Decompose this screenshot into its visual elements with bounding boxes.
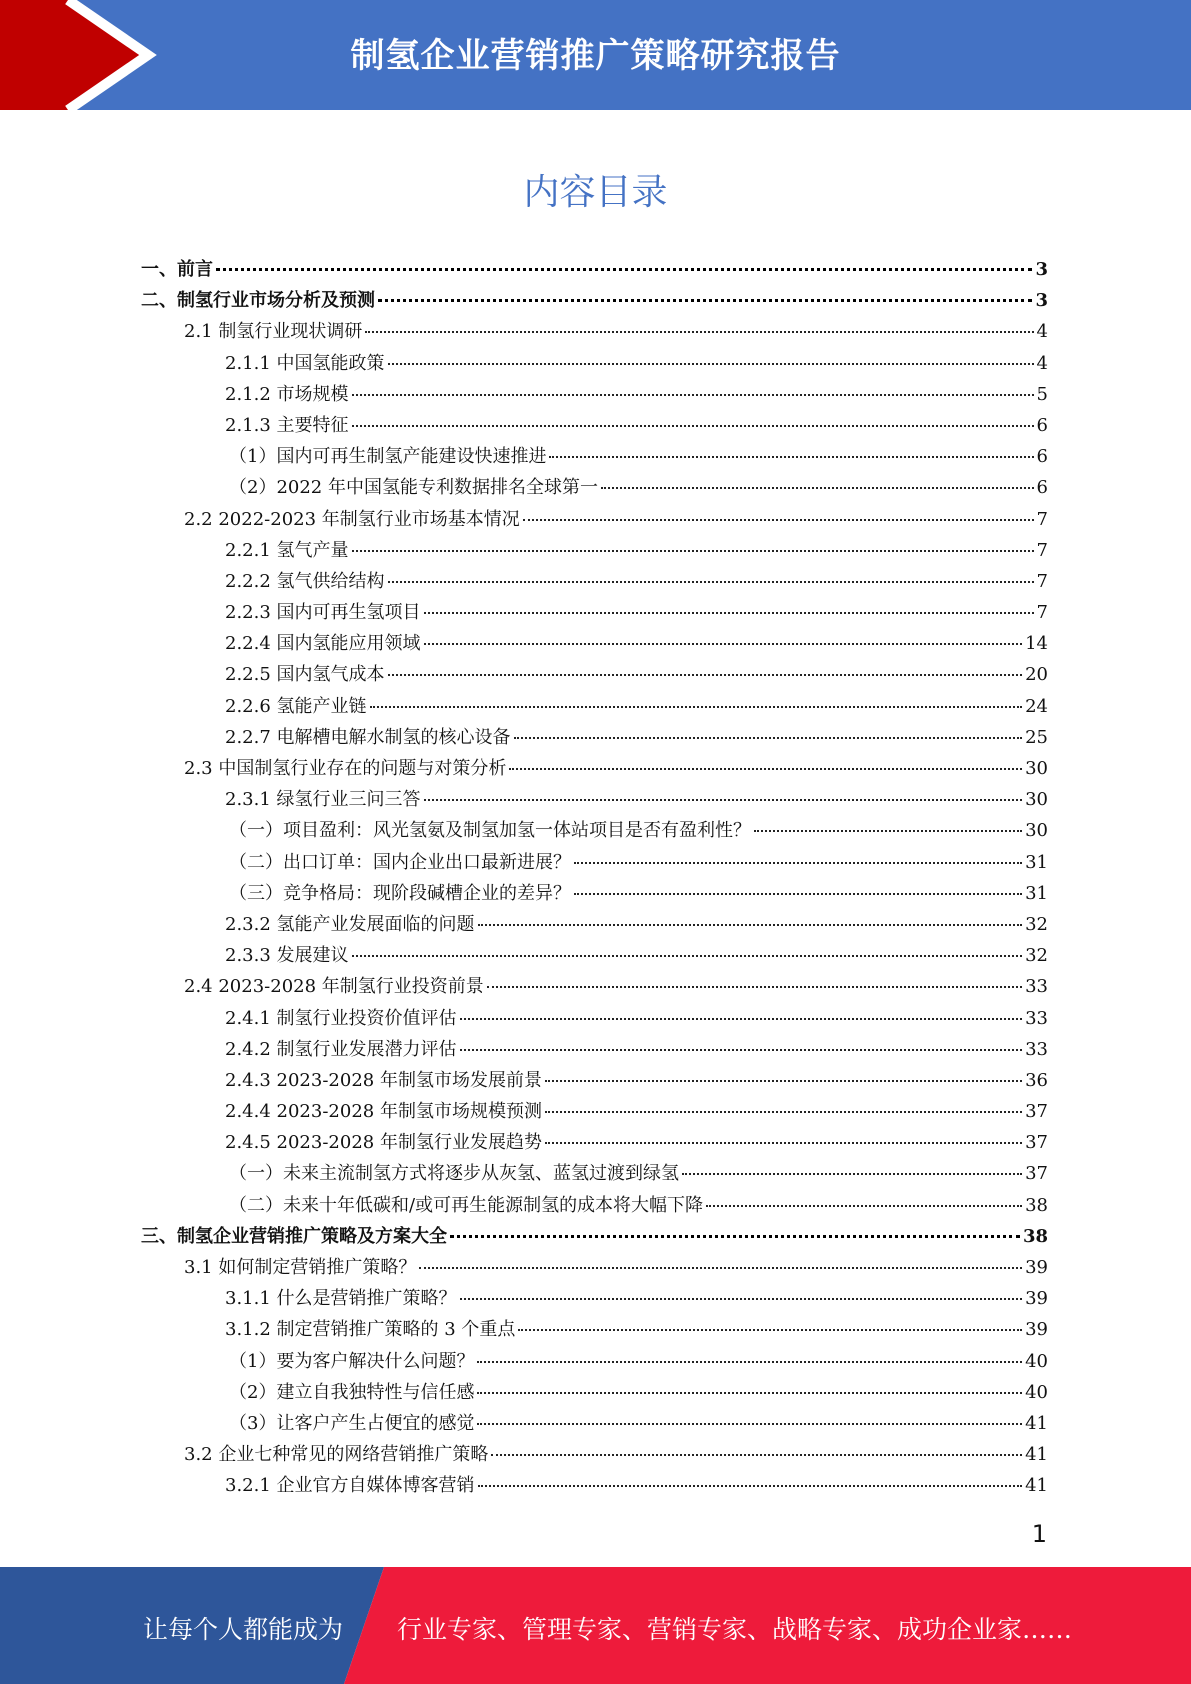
toc-heading: 内容目录 — [523, 172, 668, 213]
toc-entry-page: 7 — [1036, 570, 1048, 592]
toc-entry-page: 41 — [1025, 1412, 1048, 1434]
page-number: 1 — [1031, 1520, 1047, 1548]
toc-entry-page: 30 — [1025, 758, 1048, 779]
toc-entry-text: 三、制氢企业营销推广策略及方案大全 — [141, 1225, 447, 1247]
toc-entry-page: 40 — [1025, 1381, 1048, 1403]
toc-entry-text: 2.1.3 主要特征 — [225, 414, 349, 436]
toc-entry-page: 6 — [1036, 414, 1048, 436]
toc-dot-leader — [514, 737, 1023, 739]
toc-dot-leader — [574, 862, 1022, 864]
toc-dot-leader — [460, 1298, 1023, 1300]
toc-dot-leader — [518, 1329, 1022, 1331]
toc-dot-leader — [388, 363, 1034, 365]
toc-entry-page: 39 — [1025, 1319, 1048, 1341]
toc-entry[interactable] — [141, 754, 1048, 785]
toc-entry[interactable] — [141, 972, 1048, 1003]
toc-entry[interactable] — [141, 473, 1048, 504]
toc-entry[interactable] — [141, 1035, 1048, 1066]
toc-entry-page: 4 — [1036, 321, 1048, 343]
toc-entry-text: 2.4.3 2023-2028 年制氢市场发展前景 — [225, 1069, 542, 1091]
toc-dot-leader — [491, 1454, 1022, 1456]
toc-dot-leader — [460, 1018, 1023, 1020]
toc-entry[interactable] — [141, 1378, 1048, 1409]
toc-entry[interactable] — [141, 629, 1048, 660]
toc-dot-leader — [477, 1392, 1022, 1394]
toc-dot-leader — [370, 706, 1023, 708]
toc-entry-page: 31 — [1025, 882, 1048, 904]
toc-entry[interactable] — [141, 1440, 1048, 1471]
footer-slogan-right: 行业专家、管理专家、营销专家、战略专家、成功企业家…… — [397, 1615, 1073, 1644]
toc-dot-leader — [352, 955, 1023, 957]
toc-entry-text: （1）要为客户解决什么问题？ — [229, 1350, 475, 1372]
toc-entry[interactable] — [141, 442, 1048, 473]
toc-entry[interactable] — [141, 317, 1048, 348]
toc-entry-page: 37 — [1025, 1132, 1048, 1154]
toc-entry-text: 2.2.1 氢气产量 — [225, 539, 349, 561]
toc-entry-text: 2.1.2 市场规模 — [225, 383, 349, 405]
toc-entry-page: 36 — [1025, 1069, 1048, 1091]
toc-entry-text: 2.4.1 制氢行业投资价值评估 — [225, 1007, 457, 1029]
table-of-contents — [141, 255, 1048, 1503]
toc-entry[interactable] — [141, 1315, 1048, 1346]
toc-entry-text: （三）竞争格局：现阶段碱槽企业的差异？ — [229, 882, 571, 904]
toc-entry-page: 38 — [1025, 1194, 1048, 1216]
toc-dot-leader — [545, 1142, 1022, 1144]
toc-entry-text: 2.4.2 制氢行业发展潜力评估 — [225, 1038, 457, 1060]
toc-entry-page: 20 — [1025, 664, 1048, 686]
toc-entry-page: 33 — [1025, 1007, 1048, 1029]
toc-entry-page: 38 — [1022, 1225, 1048, 1247]
toc-entry-page: 31 — [1025, 851, 1048, 873]
toc-dot-leader — [424, 643, 1023, 645]
toc-entry-text: 2.2.2 氢气供给结构 — [225, 570, 385, 592]
toc-entry-text: 2.1 制氢行业现状调研 — [184, 321, 363, 343]
toc-entry-text: 2.2.7 电解槽电解水制氢的核心设备 — [225, 726, 511, 748]
toc-entry-page: 6 — [1036, 446, 1048, 468]
toc-entry[interactable] — [141, 598, 1048, 629]
toc-dot-leader — [682, 1173, 1022, 1175]
toc-dot-leader — [601, 487, 1034, 489]
toc-dot-leader — [706, 1205, 1022, 1207]
toc-entry-text: 2.2.5 国内氢气成本 — [225, 664, 385, 686]
toc-entry-text: 2.2.4 国内氢能应用领域 — [225, 633, 421, 655]
toc-entry-page: 32 — [1025, 913, 1048, 935]
toc-entry-page: 14 — [1025, 633, 1048, 655]
toc-dot-leader — [388, 581, 1034, 583]
toc-entry[interactable] — [141, 816, 1048, 847]
toc-entry-text: 2.4 2023-2028 年制氢行业投资前景 — [184, 976, 484, 998]
toc-entry-page: 37 — [1025, 1163, 1048, 1185]
toc-dot-leader — [545, 1080, 1022, 1082]
toc-dot-leader — [754, 830, 1022, 832]
header-banner — [0, 0, 1191, 110]
toc-entry[interactable] — [141, 1004, 1048, 1035]
toc-entry-text: 3.1.1 什么是营销推广策略？ — [225, 1288, 457, 1310]
toc-dot-leader — [477, 1423, 1022, 1425]
toc-dot-leader — [450, 1235, 1020, 1238]
toc-entry-page: 33 — [1025, 1038, 1048, 1060]
toc-entry-page: 7 — [1036, 602, 1048, 624]
toc-entry[interactable] — [141, 505, 1048, 536]
toc-entry-text: （3）让客户产生占便宜的感觉 — [229, 1412, 475, 1434]
toc-entry-page: 24 — [1025, 695, 1048, 717]
toc-entry-text: （一）项目盈利：风光氢氨及制氢加氢一体站项目是否有盈利性？ — [229, 820, 751, 842]
toc-entry[interactable] — [141, 255, 1048, 286]
toc-entry-page: 30 — [1025, 820, 1048, 842]
toc-dot-leader — [478, 1485, 1023, 1487]
toc-entry-page: 7 — [1036, 539, 1048, 561]
toc-dot-leader — [545, 1111, 1022, 1113]
toc-entry-text: （二）出口订单：国内企业出口最新进展？ — [229, 851, 571, 873]
toc-entry[interactable] — [141, 567, 1048, 598]
toc-entry[interactable] — [141, 1471, 1048, 1502]
toc-entry-text: 3.2.1 企业官方自媒体博客营销 — [225, 1475, 475, 1497]
toc-entry[interactable] — [141, 692, 1048, 723]
report-title: 制氢企业营销推广策略研究报告 — [350, 36, 841, 76]
toc-dot-leader — [216, 268, 1032, 271]
toc-entry-text: 一、前言 — [141, 259, 213, 280]
toc-entry-page: 30 — [1025, 789, 1048, 811]
toc-entry-text: （一）未来主流制氢方式将逐步从灰氢、蓝氢过渡到绿氢 — [229, 1163, 679, 1185]
toc-dot-leader — [487, 986, 1022, 988]
toc-dot-leader — [509, 768, 1022, 770]
toc-entry-text: （1）国内可再生制氢产能建设快速推进 — [229, 446, 547, 468]
toc-entry[interactable] — [141, 660, 1048, 691]
toc-entry-text: 3.1 如何制定营销推广策略？ — [184, 1257, 417, 1278]
toc-entry[interactable] — [141, 536, 1048, 567]
toc-entry-text: 2.2.3 国内可再生氢项目 — [225, 602, 421, 624]
toc-entry[interactable] — [141, 1128, 1048, 1159]
toc-dot-leader — [365, 331, 1033, 333]
toc-entry-text: 2.2 2022-2023 年制氢行业市场基本情况 — [184, 508, 520, 530]
toc-entry[interactable] — [141, 1191, 1048, 1222]
toc-entry-page: 33 — [1025, 976, 1048, 998]
toc-entry[interactable] — [141, 1409, 1048, 1440]
toc-dot-leader — [388, 674, 1023, 676]
toc-entry-text: 3.1.2 制定营销推广策略的 3 个重点 — [225, 1319, 516, 1341]
toc-entry-page: 37 — [1025, 1101, 1048, 1123]
toc-dot-leader — [352, 394, 1034, 396]
toc-entry-text: 2.2.6 氢能产业链 — [225, 695, 367, 717]
toc-entry-page: 41 — [1025, 1475, 1048, 1497]
toc-entry-text: 2.1.1 中国氢能政策 — [225, 352, 385, 374]
toc-entry-page: 40 — [1025, 1350, 1048, 1372]
toc-entry-text: 2.3.1 绿氢行业三问三答 — [225, 789, 421, 811]
toc-entry-page: 39 — [1025, 1288, 1048, 1310]
toc-entry[interactable] — [141, 1284, 1048, 1315]
toc-entry-page: 4 — [1036, 352, 1048, 374]
toc-dot-leader — [424, 799, 1023, 801]
toc-entry[interactable] — [141, 879, 1048, 910]
toc-dot-leader — [574, 893, 1022, 895]
toc-entry[interactable] — [141, 848, 1048, 879]
toc-entry[interactable] — [141, 349, 1048, 380]
toc-entry-text: （二）未来十年低碳和/或可再生能源制氢的成本将大幅下降 — [229, 1194, 704, 1216]
toc-dot-leader — [424, 612, 1034, 614]
toc-dot-leader — [478, 924, 1023, 926]
toc-entry[interactable] — [141, 1159, 1048, 1190]
toc-entry-page: 39 — [1025, 1257, 1048, 1278]
toc-dot-leader — [460, 1049, 1023, 1051]
toc-entry[interactable] — [141, 1253, 1048, 1284]
footer-slogan-left: 让每个人都能成为 — [143, 1615, 344, 1644]
toc-dot-leader — [352, 550, 1034, 552]
toc-entry-page: 3 — [1035, 259, 1048, 280]
footer-banner — [0, 1567, 1191, 1684]
toc-dot-leader — [378, 299, 1032, 302]
toc-entry-text: 2.3.2 氢能产业发展面临的问题 — [225, 913, 475, 935]
toc-entry[interactable] — [141, 1347, 1048, 1378]
toc-dot-leader — [419, 1267, 1022, 1269]
toc-entry-text: 2.3 中国制氢行业存在的问题与对策分析 — [184, 758, 507, 779]
toc-entry-text: （2）2022 年中国氢能专利数据排名全球第一 — [229, 477, 598, 499]
toc-dot-leader — [352, 425, 1034, 427]
toc-entry[interactable] — [141, 785, 1048, 816]
toc-entry-page: 6 — [1036, 477, 1048, 499]
toc-entry-text: 3.2 企业七种常见的网络营销推广策略 — [184, 1444, 489, 1466]
toc-entry[interactable] — [141, 723, 1048, 754]
toc-entry-page: 3 — [1035, 290, 1048, 312]
toc-dot-leader — [477, 1361, 1022, 1363]
toc-entry-page: 5 — [1036, 383, 1048, 405]
toc-entry[interactable] — [141, 411, 1048, 442]
toc-entry-page: 41 — [1025, 1444, 1048, 1466]
toc-entry-text: 2.3.3 发展建议 — [225, 945, 349, 967]
toc-entry-page: 25 — [1025, 726, 1048, 748]
toc-entry[interactable] — [141, 286, 1048, 317]
toc-dot-leader — [549, 456, 1033, 458]
toc-entry[interactable] — [141, 1066, 1048, 1097]
toc-entry[interactable] — [141, 941, 1048, 972]
toc-entry[interactable] — [141, 910, 1048, 941]
toc-dot-leader — [523, 519, 1034, 521]
toc-entry-text: （2）建立自我独特性与信任感 — [229, 1381, 475, 1403]
toc-entry[interactable] — [141, 1097, 1048, 1128]
toc-entry-page: 32 — [1025, 945, 1048, 967]
toc-entry-text: 2.4.4 2023-2028 年制氢市场规模预测 — [225, 1101, 542, 1123]
toc-entry-page: 7 — [1036, 508, 1048, 530]
toc-entry-text: 二、制氢行业市场分析及预测 — [141, 290, 375, 312]
toc-entry-text: 2.4.5 2023-2028 年制氢行业发展趋势 — [225, 1132, 542, 1154]
toc-entry[interactable] — [141, 1222, 1048, 1253]
toc-entry[interactable] — [141, 380, 1048, 411]
